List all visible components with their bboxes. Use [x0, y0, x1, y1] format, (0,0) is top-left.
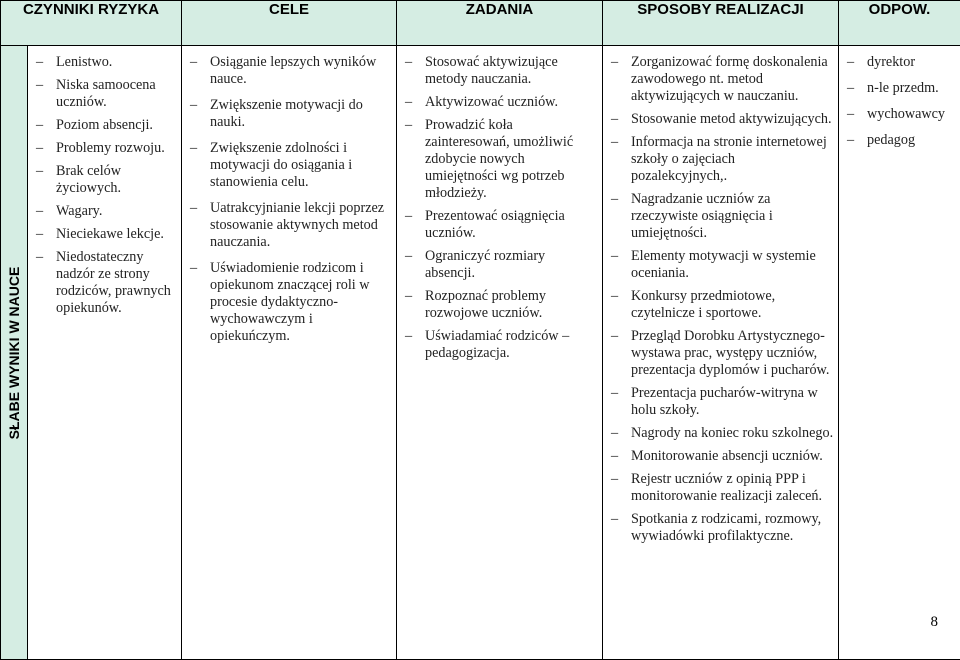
item-text: Osiąganie lepszych wyników nauce. — [210, 54, 376, 87]
dash-bullet-icon: – — [190, 140, 197, 157]
item-text: Nieciekawe lekcje. — [56, 226, 164, 242]
dash-bullet-icon: – — [611, 448, 618, 465]
sposob-item — [609, 54, 834, 105]
item-text: Poziom absencji. — [56, 117, 153, 133]
zadanie-item — [403, 208, 598, 242]
zadanie-item — [403, 54, 598, 88]
item-text: Nagradzanie uczniów za rzeczywiste osiągnięcia i umiejętności. — [631, 191, 773, 241]
item-text: Zwiększenie zdolności i motywacji do osiągania i stanowienia celu. — [210, 140, 352, 190]
item-text: Nagrody na koniec roku szkolnego. — [631, 425, 833, 441]
dash-bullet-icon: – — [190, 260, 197, 277]
item-text: Uświadamiać rodziców – pedagogizacja. — [425, 328, 569, 361]
side-label-cell — [1, 46, 28, 660]
dash-bullet-icon: – — [611, 191, 618, 208]
cele-cell — [182, 46, 397, 660]
dash-bullet-icon: – — [611, 511, 618, 528]
dash-bullet-icon: – — [36, 203, 43, 220]
sposob-item — [609, 134, 834, 185]
dash-bullet-icon: – — [611, 134, 618, 151]
item-text: Lenistwo. — [56, 54, 112, 70]
dash-bullet-icon: – — [36, 77, 43, 94]
czynnik-item — [34, 249, 177, 317]
sposob-item — [609, 471, 834, 505]
item-text: Monitorowanie absencji uczniów. — [631, 448, 823, 464]
zadanie-item — [403, 248, 598, 282]
dash-bullet-icon: – — [405, 288, 412, 305]
dash-bullet-icon: – — [36, 117, 43, 134]
dash-bullet-icon: – — [190, 54, 197, 71]
item-text: Zorganizować formę doskonalenia zawodowego nt. metod aktywizujących w nauczaniu. — [631, 54, 828, 104]
zadania-cell — [397, 46, 603, 660]
sposob-item — [609, 191, 834, 242]
header-sposoby: SPOSOBY REALIZACJI — [603, 1, 839, 46]
odpow-cell — [839, 46, 960, 660]
item-text: Uatrakcyjnianie lekcji poprzez stosowanie aktywnych metod nauczania. — [210, 200, 384, 250]
sposob-item — [609, 425, 834, 442]
zadanie-item — [403, 117, 598, 202]
czynnik-item — [34, 77, 177, 111]
odpow-item — [845, 132, 956, 149]
side-label: SŁABE WYNIKI W NAUCE — [6, 266, 22, 439]
sposob-item — [609, 111, 834, 128]
dash-bullet-icon: – — [405, 117, 412, 134]
czynniki-cell — [28, 46, 182, 660]
item-text: Stosowanie metod aktywizujących. — [631, 111, 832, 127]
item-text: Stosować aktywizujące metody nauczania. — [425, 54, 558, 87]
zadanie-item — [403, 94, 598, 111]
item-text: pedagog — [867, 132, 915, 148]
item-text: Zwiększenie motywacji do nauki. — [210, 97, 363, 130]
zadanie-list — [397, 46, 602, 362]
dash-bullet-icon: – — [847, 80, 854, 97]
cel-item — [188, 97, 392, 131]
header-cele: CELE — [182, 1, 397, 46]
odpow-list — [839, 46, 960, 149]
dash-bullet-icon: – — [190, 200, 197, 217]
item-text: Prowadzić koła zainteresowań, umożliwić zdobycie nowych umiejętności wg potrzeb młodzieży. — [425, 117, 573, 201]
czynnik-item — [34, 117, 177, 134]
page-number: 8 — [931, 614, 939, 631]
item-text: Elementy motywacji w systemie oceniania. — [631, 248, 816, 281]
item-text: Wagary. — [56, 203, 102, 219]
dash-bullet-icon: – — [405, 54, 412, 71]
cel-item — [188, 140, 392, 191]
odpow-item — [845, 106, 956, 123]
header-czynniki: CZYNNIKI RYZYKA — [1, 1, 182, 46]
cel-item — [188, 54, 392, 88]
dash-bullet-icon: – — [847, 54, 854, 71]
dash-bullet-icon: – — [847, 106, 854, 123]
item-text: Brak celów życiowych. — [56, 163, 121, 196]
dash-bullet-icon: – — [611, 328, 618, 345]
czynnik-item — [34, 163, 177, 197]
dash-bullet-icon: – — [611, 385, 618, 402]
header-odpow: ODPOW. — [839, 1, 960, 46]
cel-item — [188, 200, 392, 251]
odpow-item — [845, 80, 956, 97]
dash-bullet-icon: – — [190, 97, 197, 114]
czynnik-item — [34, 203, 177, 220]
sposob-item — [609, 511, 834, 545]
dash-bullet-icon: – — [847, 132, 854, 149]
dash-bullet-icon: – — [611, 248, 618, 265]
header-row — [1, 1, 960, 46]
sposob-item — [609, 385, 834, 419]
item-text: Aktywizować uczniów. — [425, 94, 558, 110]
dash-bullet-icon: – — [36, 226, 43, 243]
sposoby-cell — [603, 46, 839, 660]
dash-bullet-icon: – — [36, 163, 43, 180]
dash-bullet-icon: – — [36, 54, 43, 71]
item-text: Przegląd Dorobku Artystycznego- wystawa prac, występy uczniów, prezentacja dyplomów i pucharów. — [631, 328, 829, 378]
item-text: Prezentować osiągnięcia uczniów. — [425, 208, 565, 241]
zadanie-item — [403, 288, 598, 322]
item-text: Rozpoznać problemy rozwojowe uczniów. — [425, 288, 546, 321]
sposob-list — [603, 46, 838, 545]
dash-bullet-icon: – — [611, 54, 618, 71]
dash-bullet-icon: – — [405, 328, 412, 345]
sposob-item — [609, 328, 834, 379]
sposob-item — [609, 448, 834, 465]
item-text: Konkursy przedmiotowe, czytelnicze i sportowe. — [631, 288, 775, 321]
dash-bullet-icon: – — [405, 94, 412, 111]
item-text: Niska samoocena uczniów. — [56, 77, 156, 110]
dash-bullet-icon: – — [36, 249, 43, 266]
item-text: wychowawcy — [867, 106, 945, 122]
dash-bullet-icon: – — [405, 248, 412, 265]
item-text: Informacja na stronie internetowej szkoły o zajęciach pozalekcyjnych,. — [631, 134, 827, 184]
item-text: Problemy rozwoju. — [56, 140, 165, 156]
item-text: Spotkania z rodzicami, rozmowy, wywiadówki profilaktyczne. — [631, 511, 821, 544]
dash-bullet-icon: – — [611, 471, 618, 488]
sposob-item — [609, 248, 834, 282]
content-row — [1, 46, 960, 660]
dash-bullet-icon: – — [611, 425, 618, 442]
cel-list — [182, 46, 396, 345]
dash-bullet-icon: – — [611, 288, 618, 305]
item-text: Prezentacja pucharów-witryna w holu szkoły. — [631, 385, 818, 418]
odpow-item — [845, 54, 956, 71]
dash-bullet-icon: – — [36, 140, 43, 157]
zadanie-item — [403, 328, 598, 362]
czynnik-item — [34, 140, 177, 157]
sposob-item — [609, 288, 834, 322]
item-text: Uświadomienie rodzicom i opiekunom znaczącej roli w procesie dydaktyczno-wychowawczym i opiekuńczym. — [210, 260, 370, 344]
czynnik-list — [28, 46, 181, 317]
czynnik-item — [34, 54, 177, 71]
cel-item — [188, 260, 392, 345]
item-text: Ograniczyć rozmiary absencji. — [425, 248, 545, 281]
item-text: Niedostateczny nadzór ze strony rodziców, prawnych opiekunów. — [56, 249, 171, 316]
header-zadania: ZADANIA — [397, 1, 603, 46]
dash-bullet-icon: – — [405, 208, 412, 225]
item-text: dyrektor — [867, 54, 915, 70]
czynnik-item — [34, 226, 177, 243]
item-text: Rejestr uczniów z opinią PPP i monitorowanie realizacji zaleceń. — [631, 471, 822, 504]
item-text: n-le przedm. — [867, 80, 939, 96]
dash-bullet-icon: – — [611, 111, 618, 128]
